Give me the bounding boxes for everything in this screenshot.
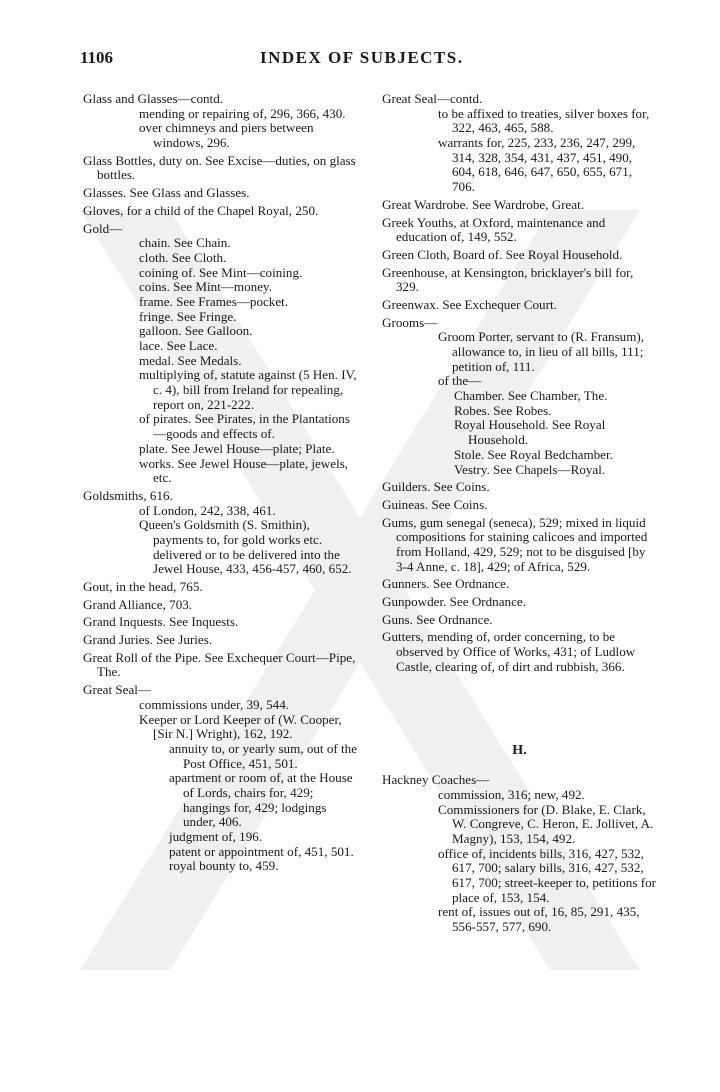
index-entry: Greenhouse, at Kensington, bricklayer's bill for, 329. <box>382 264 634 295</box>
right-column-bottom <box>382 773 657 935</box>
index-entry: Grand Alliance, 703. <box>83 596 193 612</box>
index-entry: Great Wardrobe. See Wardrobe, Great. <box>382 196 585 212</box>
index-subentry: commission, 316; new, 492. <box>438 786 585 802</box>
index-entry: Grand Juries. See Juries. <box>83 632 213 648</box>
index-entry: Guilders. See Coins. <box>382 479 490 495</box>
index-subentry: frame. See Frames—pocket. <box>139 293 289 309</box>
right-column <box>382 92 657 935</box>
index-subentry: warrants for, 225, 233, 236, 247, 299, 314, 328, 354, 431, 437, 451, 490, 604, 618, 646, 647, 650, 655, 671, 706. <box>438 135 636 195</box>
right-column-top <box>382 92 657 674</box>
index-subentry: galloon. See Galloon. <box>139 323 253 339</box>
index-subentry: Keeper or Lord Keeper of (W. Cooper, [Sir N.] Wright), 162, 192. <box>139 711 342 742</box>
index-entry: Goldsmiths, 616. <box>83 487 173 503</box>
index-subentry: office of, incidents bills, 316, 427, 532, 617, 700; salary bills, 316, 427, 532, 617, 700; street-keeper to, petitions for place of, 153, 154. <box>438 845 656 905</box>
index-entry: Glass Bottles, duty on. See Excise—duties, on glass bottles. <box>83 152 356 183</box>
index-entry: Gunners. See Ordnance. <box>382 576 510 592</box>
index-subentry: mending or repairing of, 296, 366, 430. <box>139 105 346 121</box>
index-subentry: judgment of, 196. <box>169 829 263 844</box>
index-subentry: of London, 242, 338, 461. <box>139 502 276 518</box>
index-entry: Gums, gum senegal (seneca), 529; mixed in liquid compositions for staining calicoes and imported from Holland, 429, 529; not to be disguised [by 3-4 Anne, c. 18], 429; of Africa, 529. <box>382 514 648 574</box>
index-subentry: of the— <box>438 373 482 389</box>
index-entry: Gutters, mending of, order concerning, to be observed by Office of Works, 431; of Ludlow Castle, clearing of, of dirt and rubbish, 366. <box>382 629 636 674</box>
index-entry: Gunpowder. See Ordnance. <box>382 594 526 609</box>
index-entry: Great Seal— <box>83 682 151 698</box>
index-entry: Glasses. See Glass and Glasses. <box>83 185 250 201</box>
index-entry: Gold— <box>83 220 123 236</box>
index-entry: Greenwax. See Exchequer Court. <box>382 296 557 312</box>
index-entry: Grooms— <box>382 314 438 330</box>
index-subentry: lace. See Lace. <box>139 338 218 353</box>
index-subentry: rent of, issues out of, 16, 85, 291, 435, 556-557, 577, 690. <box>438 904 640 934</box>
index-subentry: chain. See Chain. <box>139 235 231 251</box>
index-entry: Greek Youths, at Oxford, maintenance and education of, 149, 552. <box>382 214 606 245</box>
index-entry: Great Roll of the Pipe. See Exchequer Court—Pipe, The. <box>83 649 356 680</box>
index-subentry: Queen's Goldsmith (S. Smithin), payments to, for gold works etc. delivered or to be delivered into the Jewel House, 433, 456-457, 460, 652. <box>139 517 352 577</box>
index-subentry: cloth. See Cloth. <box>139 249 227 265</box>
index-subentry: coins. See Mint—money. <box>139 279 272 295</box>
index-subentry: Vestry. See Chapels—Royal. <box>454 461 606 477</box>
index-subentry: Stole. See Royal Bedchamber. <box>454 446 613 462</box>
running-title: INDEX OF SUBJECTS. <box>260 48 464 67</box>
index-subentry: apartment or room of, at the House of Lords, chairs for, 429; hangings for, 429; lodgings under, 406. <box>169 770 353 830</box>
index-subentry: Royal Household. See Royal Household. <box>454 417 606 448</box>
index-entry: Guns. See Ordnance. <box>382 611 493 627</box>
index-subentry: commissions under, 39, 544. <box>139 696 290 712</box>
index-subentry: to be affixed to treaties, silver boxes for, 322, 463, 465, 588. <box>438 105 650 136</box>
index-subentry: Commissioners for (D. Blake, E. Clark, W. Congreve, C. Heron, E. Jollivet, A. Magny), 153, 154, 492. <box>438 801 654 846</box>
left-column <box>83 92 358 874</box>
index-subentry: multiplying of, statute against (5 Hen. IV, c. 4), bill from Ireland for repealing, report on, 221-222. <box>139 367 357 412</box>
index-subentry: of pirates. See Pirates, in the Plantations—goods and effects of. <box>139 411 350 442</box>
index-subentry: coining of. See Mint—coining. <box>139 264 303 280</box>
index-entry: Gout, in the head, 765. <box>83 579 203 594</box>
index-subentry: plate. See Jewel House—plate; Plate. <box>139 440 335 456</box>
section-heading: H. <box>512 743 527 759</box>
index-subentry: over chimneys and piers between windows, 296. <box>139 120 314 151</box>
index-subentry: Robes. See Robes. <box>454 402 552 418</box>
index-subentry: royal bounty to, 459. <box>169 858 279 874</box>
index-subentry: annuity to, or yearly sum, out of the Post Office, 451, 501. <box>169 740 358 771</box>
index-entry: Glass and Glasses—contd. <box>83 91 224 106</box>
index-entry: Gloves, for a child of the Chapel Royal, 250. <box>83 202 319 218</box>
page-header <box>80 48 660 72</box>
index-subentry: patent or appointment of, 451, 501. <box>169 843 354 859</box>
index-subentry: Groom Porter, servant to (R. Fransum), allowance to, in lieu of all bills, 111; petition of, 111. <box>438 329 645 374</box>
index-entry: Green Cloth, Board of. See Royal Household. <box>382 246 623 262</box>
index-entry: Grand Inquests. See Inquests. <box>83 614 239 630</box>
index-subentry: works. See Jewel House—plate, jewels, etc. <box>139 455 349 486</box>
page-number: 1106 <box>80 48 114 67</box>
index-subentry: medal. See Medals. <box>139 352 242 368</box>
index-subentry: Chamber. See Chamber, The. <box>454 388 608 404</box>
index-entry: Guineas. See Coins. <box>382 496 488 512</box>
index-entry: Great Seal—contd. <box>382 91 483 106</box>
index-entry: Hackney Coaches— <box>382 772 490 788</box>
index-subentry: fringe. See Fringe. <box>139 308 237 324</box>
